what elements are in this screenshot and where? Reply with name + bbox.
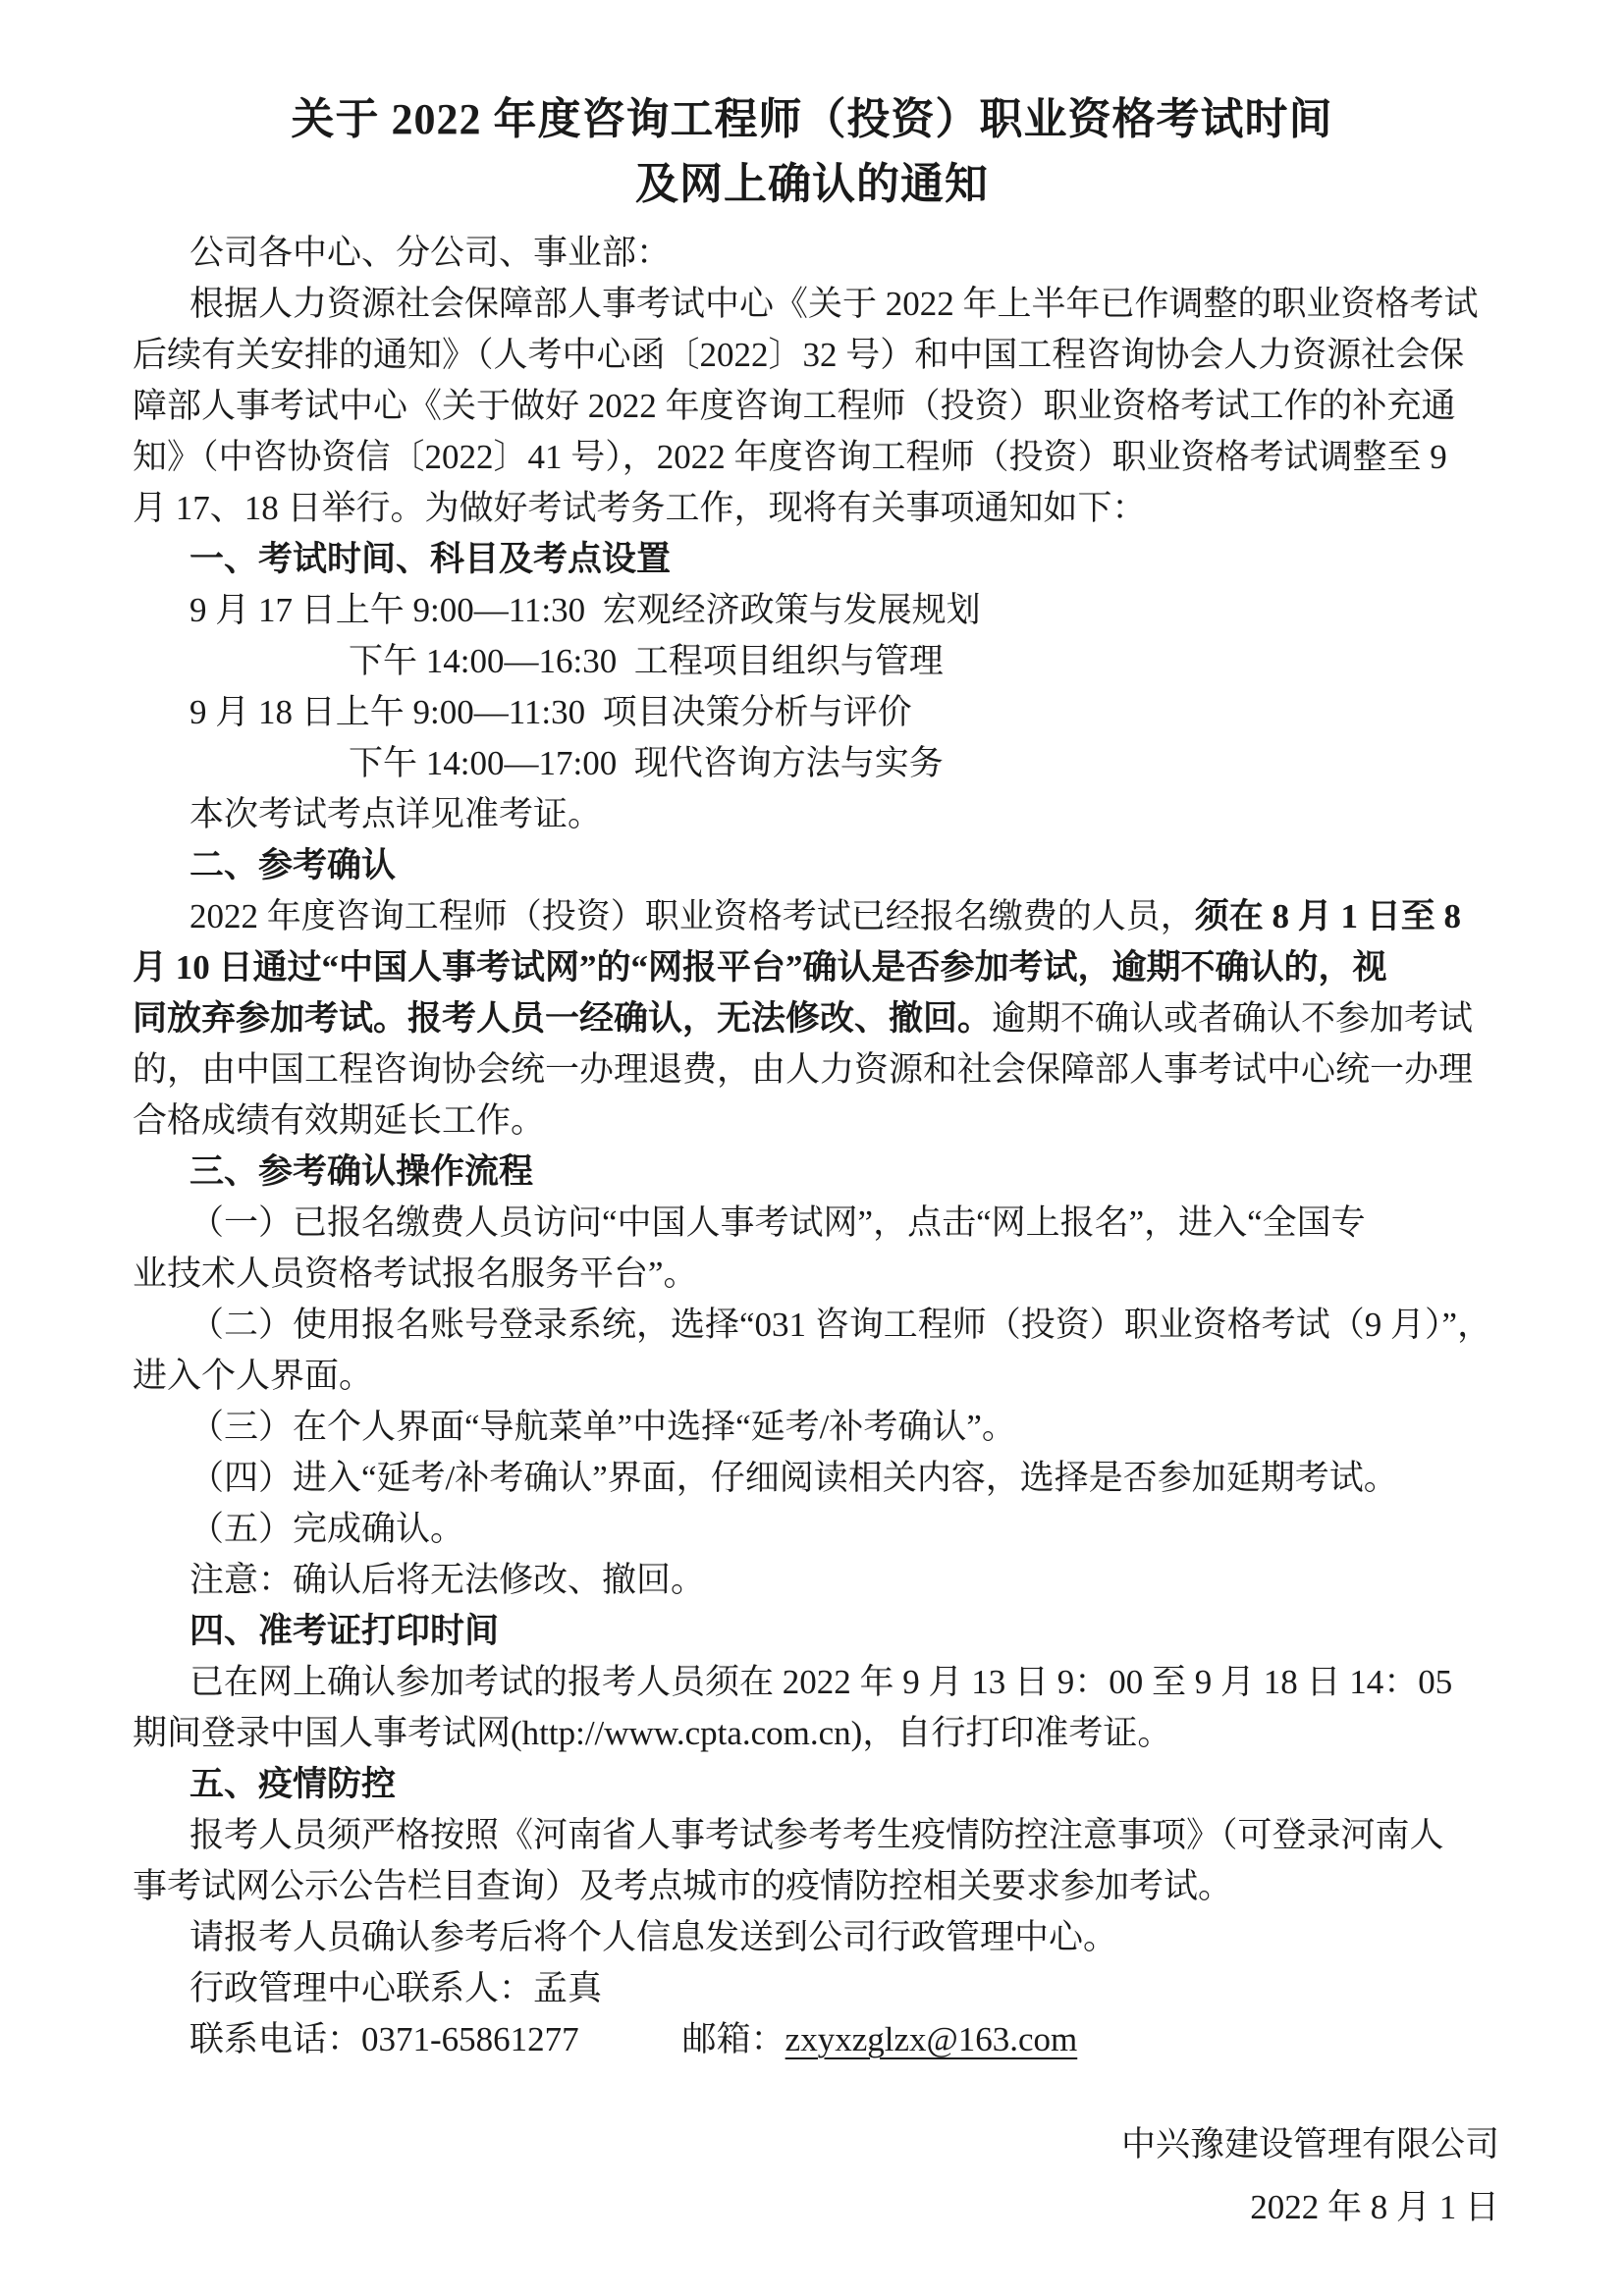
document-title: [0, 0, 1624, 217]
section-3-heading: [133, 1147, 1508, 1198]
notice-line: [133, 1555, 1508, 1606]
section-4-heading: [133, 1606, 1508, 1657]
text-segment: 二、参考确认: [189, 846, 397, 884]
text-segment: 联系电话：0371-65861277 邮箱：: [189, 2020, 785, 2058]
title-line-2: 及网上确认的通知: [635, 160, 989, 208]
contact-person-line: [133, 1963, 1508, 2014]
text-segment: 业技术人员资格考试报名服务平台”。: [133, 1255, 698, 1293]
epidemic-line: [133, 1810, 1508, 1861]
epidemic-line: [133, 1861, 1508, 1912]
text-segment: 知》（中咨协资信〔2022〕41 号），2022 年度咨询工程师（投资）职业资格考试调整至 9: [133, 438, 1447, 476]
print-time-line: [133, 1708, 1508, 1759]
section-1-heading: [133, 534, 1508, 585]
text-segment: 注意：确认后将无法修改、撤回。: [189, 1561, 706, 1599]
text-segment: 报考人员须严格按照《河南省人事考试参考考生疫情防控注意事项》（可登录河南人: [189, 1816, 1444, 1854]
text-segment: 月 17、18 日举行。为做好考试考务工作，现将有关事项通知如下：: [133, 489, 1147, 527]
text-segment: 逾期不确认或者确认不参加考试: [992, 999, 1474, 1038]
confirm-line: [133, 942, 1508, 993]
exam-site-line: [133, 789, 1508, 840]
exam-schedule-line: [133, 738, 1508, 789]
contact-phone-line: [133, 2014, 1508, 2065]
title-line-1: 关于 2022 年度咨询工程师（投资）职业资格考试时间: [291, 95, 1333, 143]
text-segment: 9 月 17 日上午 9:00—11:30 宏观经济政策与发展规划: [189, 591, 981, 629]
step-1-line: [133, 1198, 1508, 1249]
text-segment: 根据人力资源社会保障部人事考试中心《关于 2022 年上半年已作调整的职业资格考试: [189, 285, 1479, 323]
signature-company: 中兴豫建设管理有限公司: [1120, 2125, 1499, 2163]
confirm-line: [133, 993, 1508, 1044]
text-segment: 障部人事考试中心《关于做好 2022 年度咨询工程师（投资）职业资格考试工作的补充通: [133, 387, 1456, 425]
signature-date: 2022 年 8 月 1 日: [1250, 2188, 1499, 2226]
document-body: [0, 228, 1624, 2065]
text-segment: 期间登录中国人事考试网(http://www.cpta.com.cn)，自行打印准考证。: [133, 1714, 1172, 1752]
text-segment: 本次考试考点详见准考证。: [189, 795, 603, 833]
step-4-line: [133, 1453, 1508, 1504]
text-segment: 五、疫情防控: [189, 1765, 397, 1803]
exam-schedule-line: [133, 585, 1508, 636]
confirm-line: [133, 1044, 1508, 1095]
text-segment: 进入个人界面。: [133, 1357, 374, 1395]
text-segment: 请报考人员确认参考后将个人信息发送到公司行政管理中心。: [189, 1918, 1118, 1956]
section-2-heading: [133, 840, 1508, 891]
intro-line: [133, 279, 1508, 330]
text-segment: 的，由中国工程咨询协会统一办理退费，由人力资源和社会保障部人事考试中心统一办理: [133, 1050, 1474, 1089]
text-segment: （五）完成确认。: [189, 1510, 465, 1548]
text-segment: （三）在个人界面“导航菜单”中选择“延考/补考确认”。: [189, 1408, 1016, 1446]
step-3-line: [133, 1402, 1508, 1453]
text-segment: 已在网上确认参加考试的报考人员须在 2022 年 9 月 13 日 9：00 至 9 月 18 日 14：05: [189, 1663, 1453, 1701]
salutation-line: [133, 228, 1508, 279]
text-segment: 公司各中心、分公司、事业部：: [189, 234, 672, 272]
print-time-line: [133, 1657, 1508, 1708]
info-send-line: [133, 1912, 1508, 1963]
step-2-line: [133, 1300, 1508, 1351]
intro-line: [133, 330, 1508, 381]
text-segment: （四）进入“延考/补考确认”界面，仔细阅读相关内容，选择是否参加延期考试。: [189, 1459, 1398, 1497]
text-segment: 事考试网公示公告栏目查询）及考点城市的疫情防控相关要求参加考试。: [133, 1867, 1233, 1905]
text-segment: （二）使用报名账号登录系统，选择“031 咨询工程师（投资）职业资格考试（9 月）”，: [189, 1306, 1492, 1344]
text-segment: （一）已报名缴费人员访问“中国人事考试网”，点击“网上报名”，进入“全国专: [189, 1203, 1366, 1242]
text-segment: 一、考试时间、科目及考点设置: [189, 540, 672, 578]
text-segment: 行政管理中心联系人：孟真: [189, 1969, 603, 2007]
text-segment: 9 月 18 日上午 9:00—11:30 项目决策分析与评价: [189, 693, 912, 731]
text-segment: 下午 14:00—17:00 现代咨询方法与实务: [349, 744, 944, 782]
text-segment: 三、参考确认操作流程: [189, 1152, 534, 1191]
text-segment: 月 10 日通过“中国人事考试网”的“网报平台”确认是否参加考试，逾期不确认的，视: [133, 948, 1387, 987]
signature-block: [0, 2113, 1624, 2239]
step-1-line: [133, 1249, 1508, 1300]
text-segment: 合格成绩有效期延长工作。: [133, 1101, 546, 1140]
text-segment: 下午 14:00—16:30 工程项目组织与管理: [349, 642, 944, 680]
text-segment: 须在 8 月 1 日至 8: [1194, 897, 1462, 935]
text-segment: 同放弃参加考试。报考人员一经确认，无法修改、撤回。: [133, 999, 993, 1038]
email-link[interactable]: zxyxzglzx@163.com: [785, 2020, 1078, 2058]
intro-line: [133, 483, 1508, 534]
exam-schedule-line: [133, 636, 1508, 687]
text-segment: 2022 年度咨询工程师（投资）职业资格考试已经报名缴费的人员，: [189, 897, 1195, 935]
intro-line: [133, 432, 1508, 483]
exam-schedule-line: [133, 687, 1508, 738]
confirm-line: [133, 1095, 1508, 1147]
confirm-line: [133, 891, 1508, 942]
text-segment: 后续有关安排的通知》（人考中心函〔2022〕32 号）和中国工程咨询协会人力资源社会保: [133, 336, 1465, 374]
text-segment: 四、准考证打印时间: [189, 1612, 500, 1650]
section-5-heading: [133, 1759, 1508, 1810]
intro-line: [133, 381, 1508, 432]
step-2-line: [133, 1351, 1508, 1402]
step-5-line: [133, 1504, 1508, 1555]
